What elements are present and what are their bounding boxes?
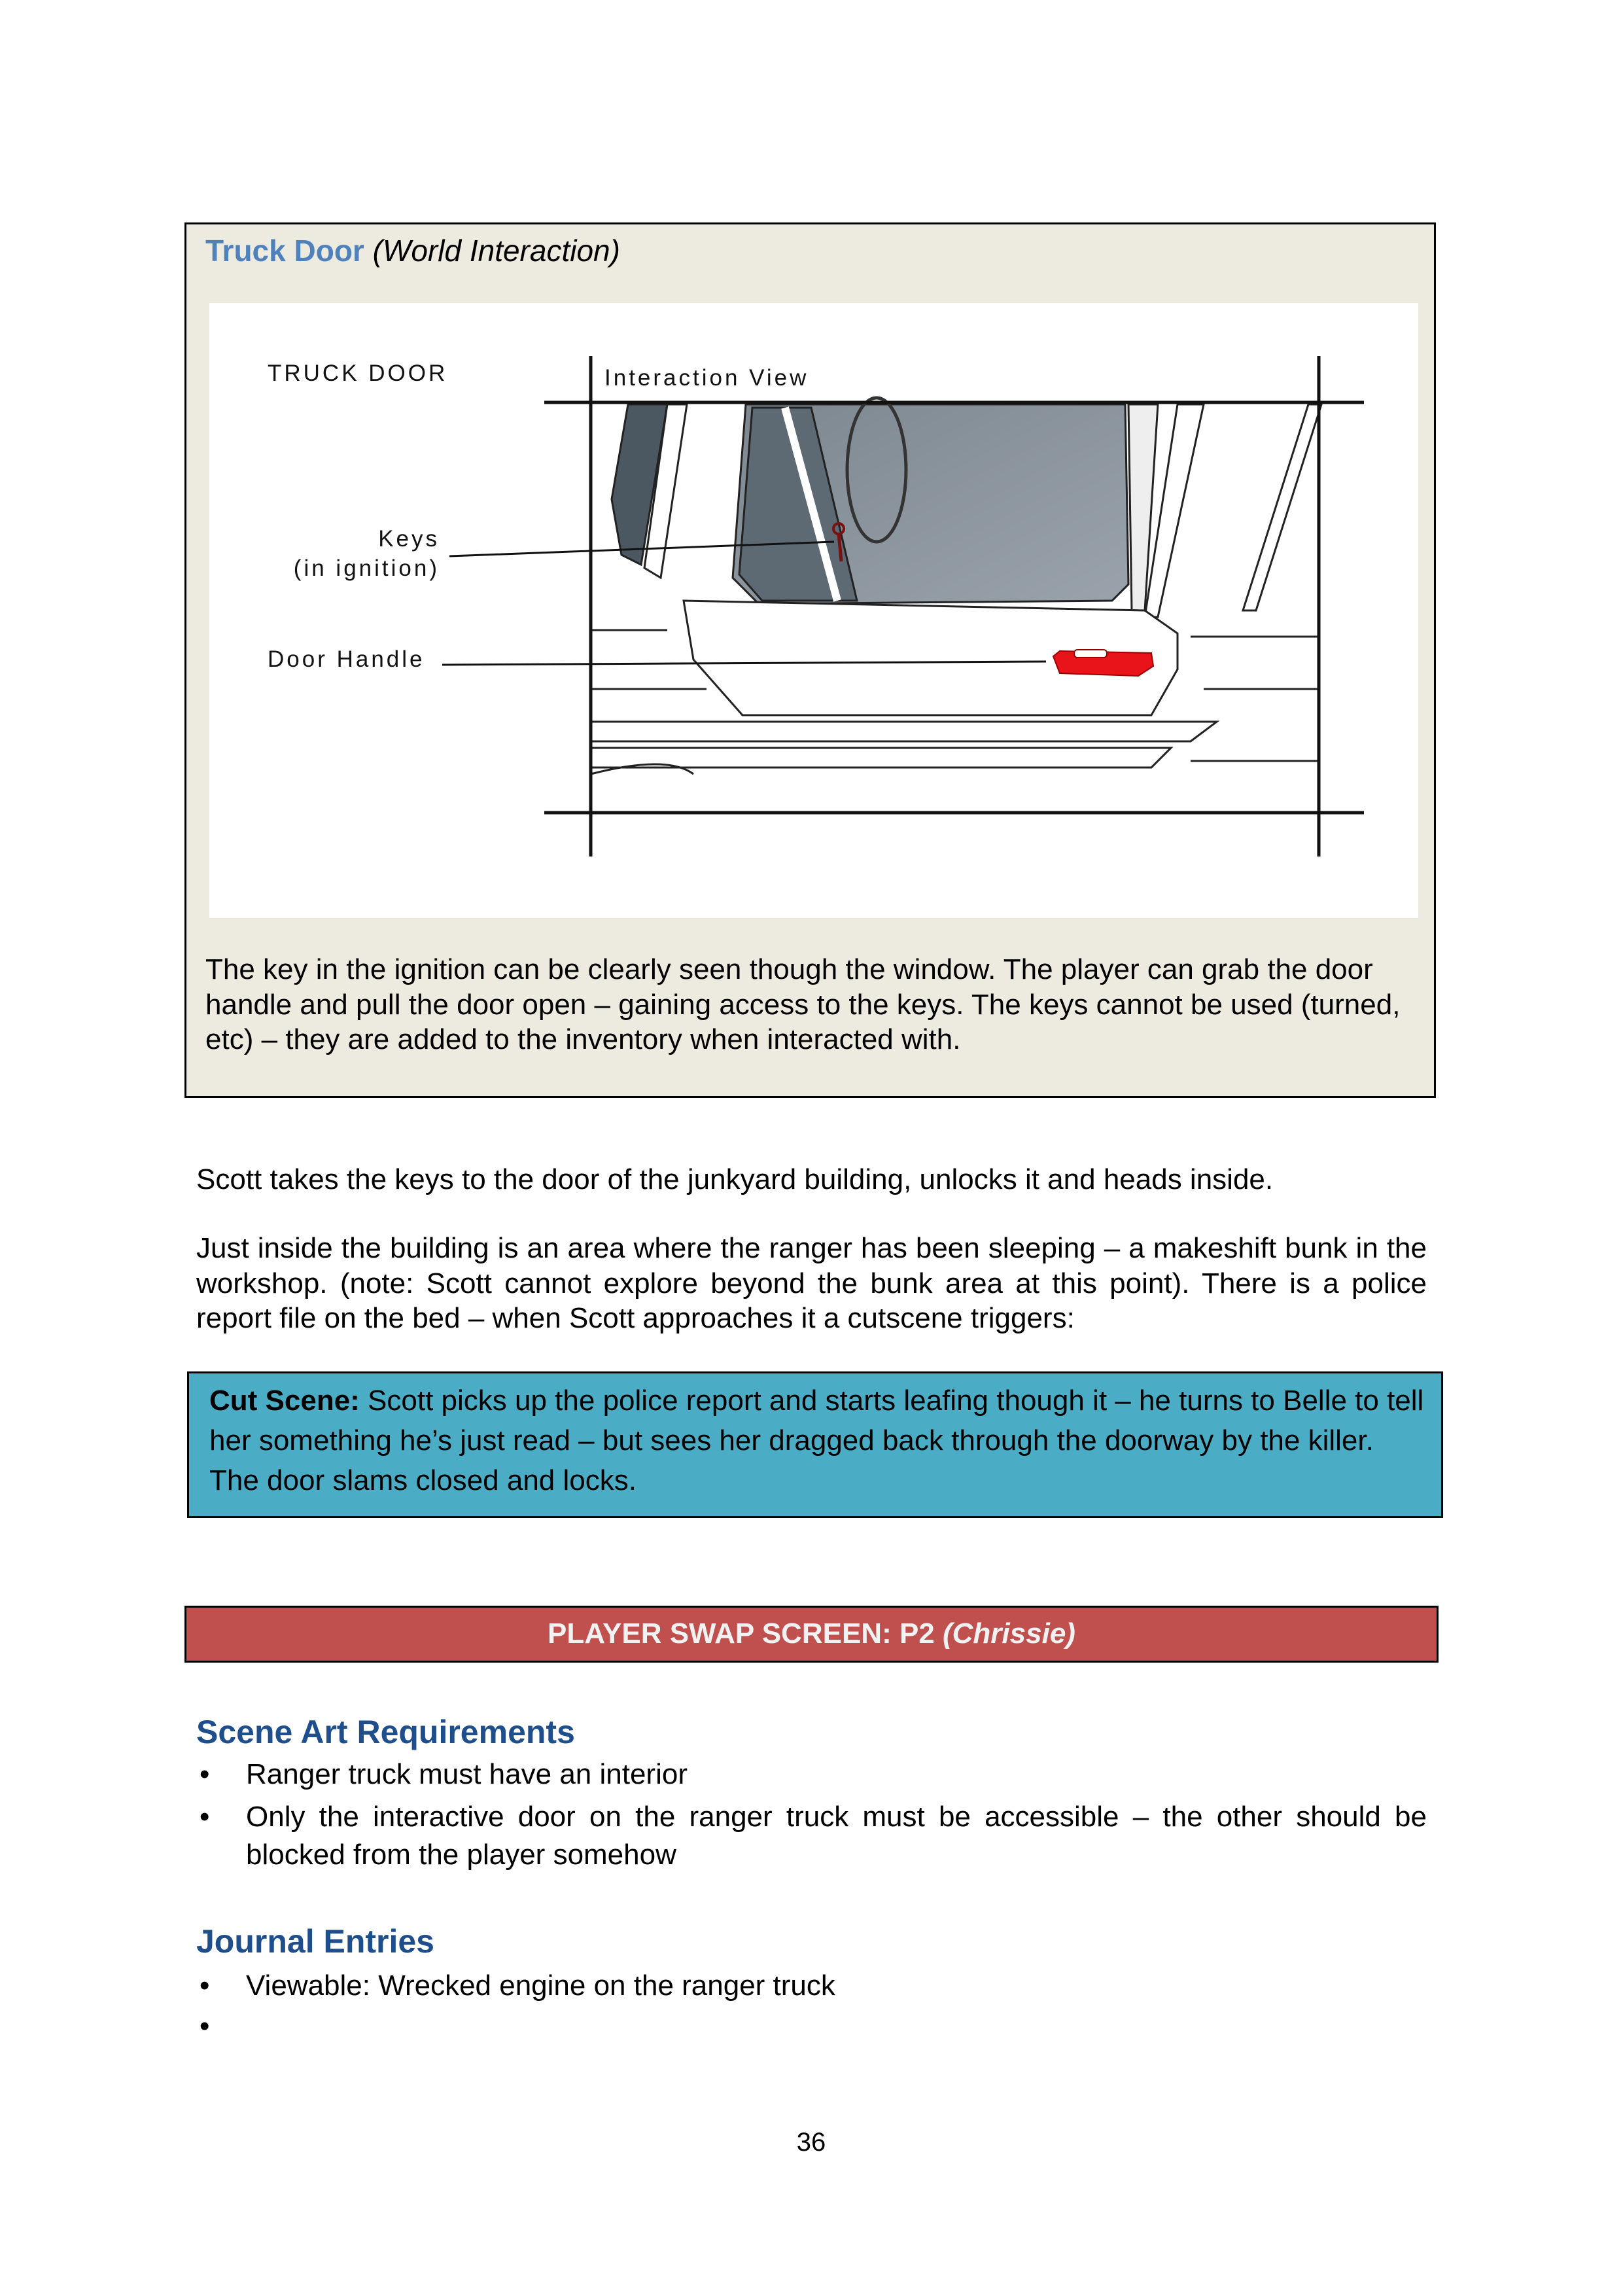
truck-door-title [205,233,620,268]
paragraph-1: Scott takes the keys to the door of the junkyard building, unlocks it and heads inside. [196,1163,1274,1195]
bullet: • [200,1801,210,1833]
swap-player-name: (Chrissie) [943,1617,1075,1650]
truck-door-drawing [209,303,1418,918]
door-handle-icon [1053,650,1153,676]
label-truck-door: TRUCK DOOR [268,361,448,386]
scene-art-item: Only the interactive door on the ranger truck must be accessible – the other should be blocked from the player somehow [246,1801,1427,1871]
swap-text: PLAYER SWAP SCREEN: P2 [548,1617,943,1650]
journal-heading: Journal Entries [196,1923,434,1960]
player-swap-banner [184,1606,1439,1663]
cut-scene-text [209,1381,1426,1500]
paragraph-2: Just inside the building is an area where the ranger has been sleeping – a makeshift bunk in the workshop. (note: Scott cannot explore beyond the bunk area at this point). There is a police report file on the bed – when Scott approaches it a cutscene triggers: [196,1232,1427,1335]
label-keys-sub: (in ignition) [293,556,440,581]
truck-door-description: The key in the ignition can be clearly seen though the window. The player can grab the door handle and pull the door open – gaining access to the keys. The keys cannot be used (turned, etc) – they are added to the inventory when interacted with. [205,953,1401,1056]
bullet: • [200,1969,210,2002]
page-number: 36 [796,2128,826,2157]
bullet: • [200,2010,210,2042]
journal-item: Viewable: Wrecked engine on the ranger truck [246,1969,835,2002]
cut-scene-body: Scott picks up the police report and starts leafing though it – he turns to Belle to tell her something he’s just read – but sees her dragged back through the doorway by the killer. The door slams closed and locks. [209,1385,1424,1496]
truck-body [591,398,1321,774]
bullet: • [200,1758,210,1790]
label-keys: Keys [378,526,440,552]
truck-door-illustration [209,303,1418,918]
scene-art-item: Ranger truck must have an interior [246,1758,688,1790]
cut-scene-label: Cut Scene: [209,1385,360,1417]
label-door-handle: Door Handle [268,646,425,672]
title-suffix: (World Interaction) [372,234,620,268]
scene-art-heading: Scene Art Requirements [196,1714,575,1750]
title-main: Truck Door [205,234,364,268]
label-interaction-view: Interaction View [604,365,809,391]
